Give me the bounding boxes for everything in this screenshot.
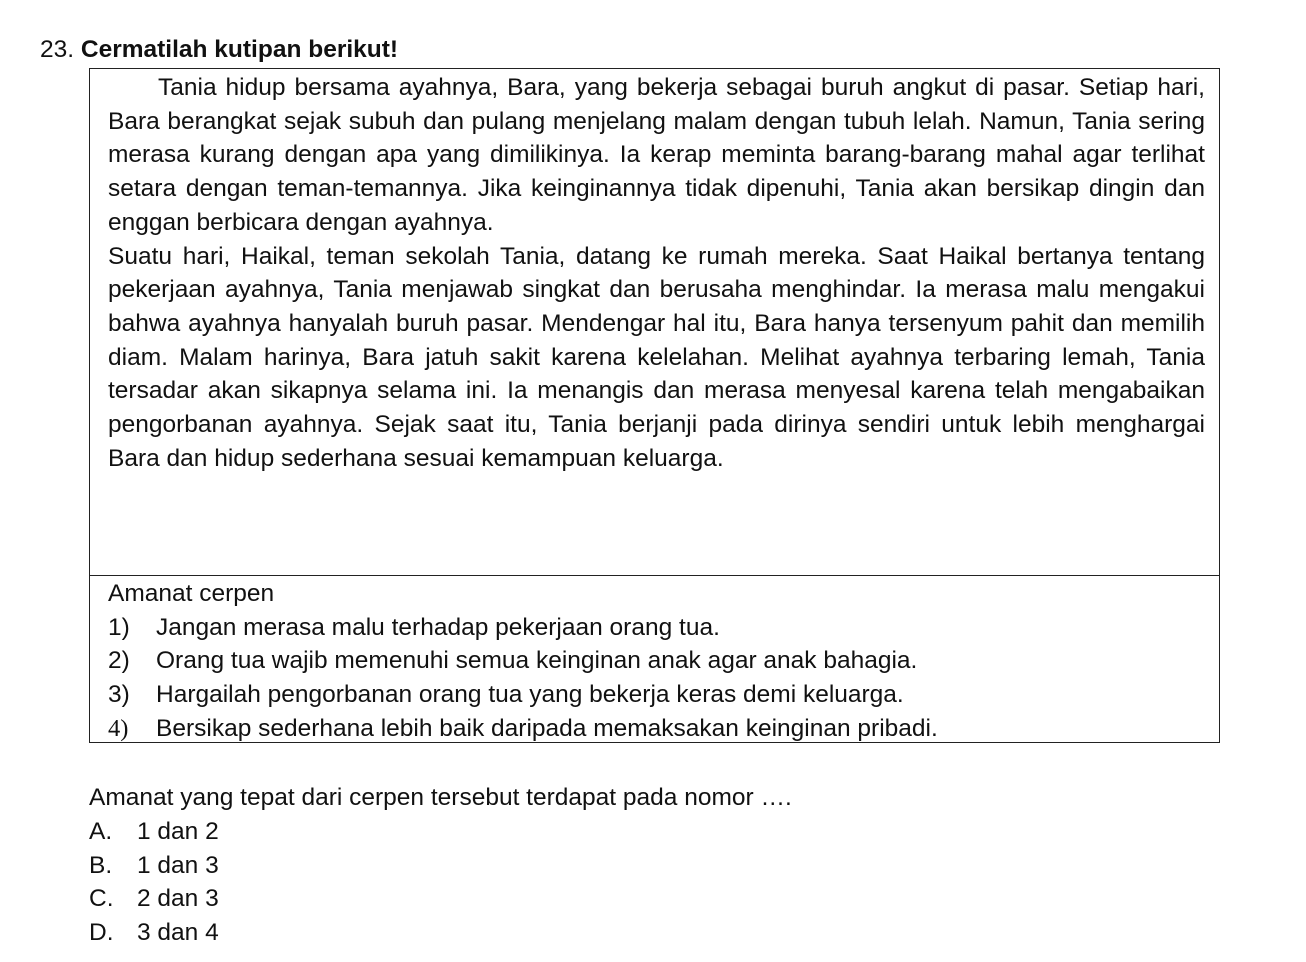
amanat-item-text: Jangan merasa malu terhadap pekerjaan orang tua. bbox=[156, 613, 720, 641]
option-letter: C. bbox=[89, 885, 114, 912]
excerpt-box bbox=[89, 68, 1220, 743]
option-letter: A. bbox=[89, 818, 113, 845]
question-prompt: Amanat yang tepat dari cerpen tersebut terdapat pada nomor …. bbox=[89, 784, 792, 811]
amanat-item-number: 3) bbox=[108, 681, 130, 709]
amanat-item-number: 2) bbox=[108, 647, 130, 675]
story-paragraph-1: Tania hidup bersama ayahnya, Bara, yang bekerja sebagai buruh angkut di pasar. Setiap hari, Bara berangkat sejak subuh dan pulang menjelang malam dengan tubuh lelah. Namun, Tania sering merasa kurang dengan apa yang dimilikinya. Ia kerap meminta barang-barang mahal agar terlihat setara dengan teman-temannya. Jika keinginannya tidak dipenuhi, Tania akan bersikap dingin dan enggan berbicara dengan ayahnya. bbox=[108, 74, 1205, 236]
story-excerpt bbox=[90, 69, 1219, 576]
option-text: 1 dan 3 bbox=[137, 851, 219, 879]
amanat-item-text: Bersikap sederhana lebih baik daripada memaksakan keinginan pribadi. bbox=[156, 714, 938, 742]
answer-option-a[interactable] bbox=[89, 815, 219, 849]
amanat-item bbox=[108, 712, 1205, 746]
answer-option-c[interactable] bbox=[89, 882, 219, 916]
option-text: 2 dan 3 bbox=[137, 885, 219, 912]
amanat-item bbox=[108, 611, 1205, 645]
option-text: 3 dan 4 bbox=[137, 918, 219, 946]
answer-option-b[interactable] bbox=[89, 849, 219, 883]
amanat-list bbox=[108, 611, 1205, 746]
amanat-item bbox=[108, 644, 1205, 678]
amanat-item-text: Hargailah pengorbanan orang tua yang bekerja keras demi keluarga. bbox=[156, 681, 904, 709]
amanat-item-number: 4) bbox=[108, 714, 129, 742]
amanat-item-text: Orang tua wajib memenuhi semua keinginan anak agar anak bahagia. bbox=[156, 647, 918, 675]
option-letter: B. bbox=[89, 851, 113, 879]
question-title: Cermatilah kutipan berikut! bbox=[80, 36, 399, 63]
option-letter: D. bbox=[89, 918, 114, 946]
amanat-heading: Amanat cerpen bbox=[108, 580, 275, 607]
story-paragraph-2: Suatu hari, Haikal, teman sekolah Tania, datang ke rumah mereka. Saat Haikal bertanya tentang pekerjaan ayahnya, Tania menjawab singkat dan berusaha menghindar. Ia merasa malu mengakui bahwa ayahnya hanyalah buruh pasar. Mendengar hal itu, Bara hanya tersenyum pahit dan memilih diam. Malam harinya, Bara jatuh sakit karena kelelahan. Melihat ayahnya terbaring lemah, Tania tersadar akan sikapnya selama ini. Ia menangis dan merasa menyesal karena telah mengabaikan pengorbanan ayahnya. Sejak saat itu, Tania berjanji pada dirinya sendiri untuk lebih menghargai Bara dan hidup sederhana sesuai kemampuan keluarga. bbox=[108, 242, 1205, 472]
amanat-section bbox=[90, 576, 1219, 746]
question-header bbox=[40, 34, 398, 66]
option-text: 1 dan 2 bbox=[137, 818, 219, 845]
amanat-item bbox=[108, 678, 1205, 712]
question-number: 23. bbox=[40, 36, 75, 63]
answer-option-d[interactable] bbox=[89, 916, 219, 950]
answer-options bbox=[89, 815, 219, 949]
amanat-item-number: 1) bbox=[108, 613, 130, 641]
